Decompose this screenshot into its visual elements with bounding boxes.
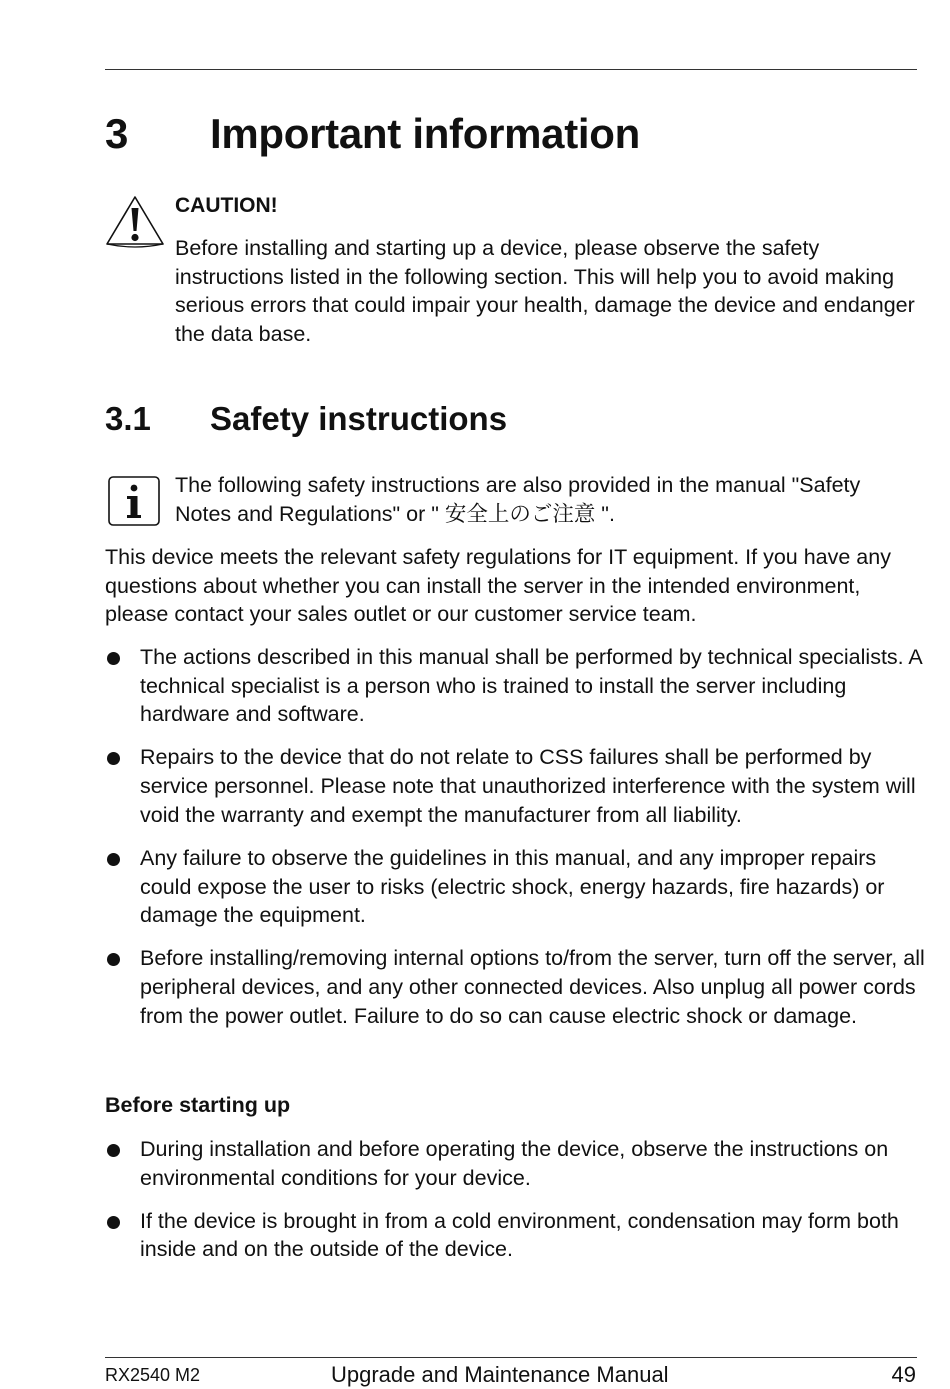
footer-page-number: 49 <box>891 1362 916 1387</box>
list-item <box>105 1207 925 1264</box>
list-item-text: Repairs to the device that do not relate to CSS failures shall be performed by service personnel. Please note that unauthorized interference with the system will void the warranty and exempt the manufacturer from all liability. <box>140 745 916 827</box>
safety-bullet-list <box>105 643 925 1045</box>
before-starting-heading: Before starting up <box>105 1093 291 1117</box>
bullet-icon <box>107 1144 120 1157</box>
info-icon <box>108 476 160 526</box>
footer-rule <box>105 1357 917 1358</box>
caution-text: Before installing and starting up a device, please observe the safety instructions listed in the following section. This will help you to avoid making serious errors that could impair your health, damage the device and endanger the data base. <box>175 236 915 347</box>
list-item <box>105 643 925 729</box>
warning-triangle-icon <box>104 194 166 250</box>
list-item <box>105 1135 925 1192</box>
section-number: 3.1 <box>105 400 151 437</box>
caution-label: CAUTION! <box>175 194 278 217</box>
bullet-icon <box>107 752 120 765</box>
info-note-text: The following safety instructions are also provided in the manual "Safety Notes and Regulations" or " 安全上のご注意 ". <box>175 473 861 526</box>
list-item <box>105 844 925 930</box>
list-item-text: During installation and before operating the device, observe the instructions on environmental conditions for your device. <box>140 1137 889 1190</box>
header-rule <box>105 69 917 70</box>
footer-manual-title: Upgrade and Maintenance Manual <box>331 1362 669 1387</box>
bullet-icon <box>107 652 120 665</box>
chapter-title: Important information <box>210 110 641 157</box>
bullet-icon <box>107 953 120 966</box>
list-item-text: The actions described in this manual shall be performed by technical specialists. A technical specialist is a person who is trained to install the server including hardware and software. <box>140 645 922 727</box>
before-starting-bullet-list <box>105 1135 925 1278</box>
section-title: Safety instructions <box>210 400 508 437</box>
bullet-icon <box>107 1216 120 1229</box>
list-item <box>105 743 925 829</box>
list-item-text: Any failure to observe the guidelines in this manual, and any improper repairs could expose the user to risks (electric shock, energy hazards, fire hazards) or damage the equipment. <box>140 845 885 928</box>
chapter-number: 3 <box>105 110 129 157</box>
list-item-text: Before installing/removing internal options to/from the server, turn off the server, all peripheral devices, and any other connected devices. Also unplug all power cords from the power outlet. Failure to do so can cause electric shock or damage. <box>140 946 925 1028</box>
list-item-text: If the device is brought in from a cold environment, condensation may form both inside and on the outside of the device. <box>140 1208 899 1262</box>
intro-paragraph: This device meets the relevant safety regulations for IT equipment. If you have any questions about whether you can install the server in the intended environment, please contact your sales outlet or our customer service team. <box>105 545 891 627</box>
bullet-icon <box>107 853 120 866</box>
list-item <box>105 944 925 1030</box>
footer-model: RX2540 M2 <box>105 1365 201 1385</box>
